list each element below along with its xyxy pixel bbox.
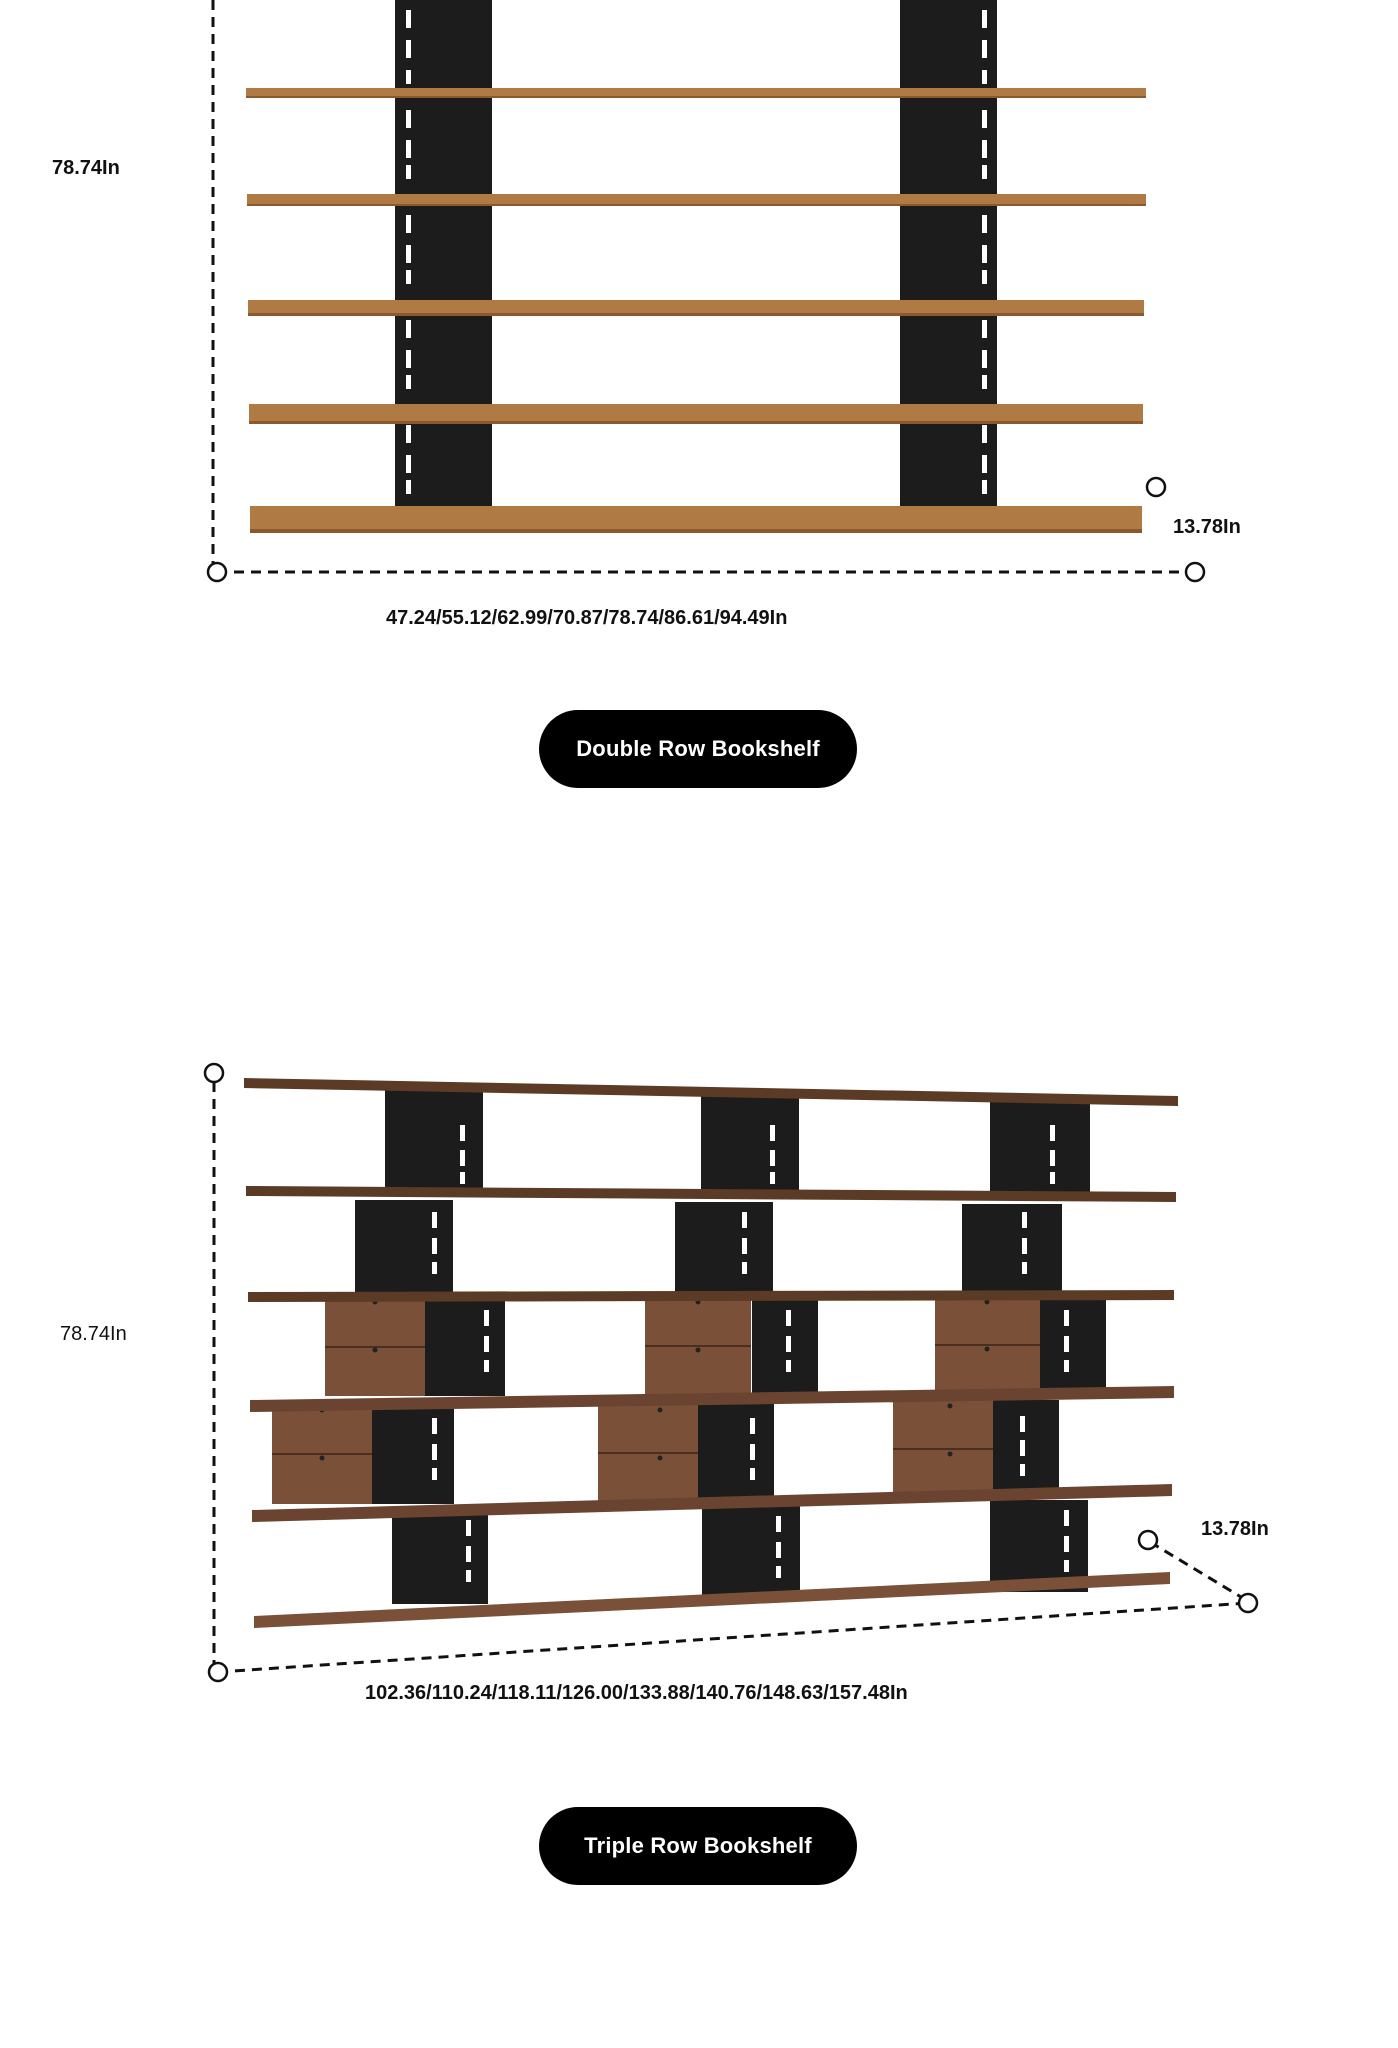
depth-marker [1147, 478, 1165, 496]
depth-label: 13.78In [1173, 516, 1241, 538]
dimension-endpoint [205, 1064, 223, 1082]
dimension-endpoint [208, 563, 226, 581]
double-row-illustration [0, 0, 1398, 800]
double-row-bookshelf-button[interactable]: Double Row Bookshelf [539, 710, 857, 788]
dimension-endpoint [1239, 1594, 1257, 1612]
oak-shelves [246, 88, 1146, 533]
height-label: 78.74In [60, 1323, 127, 1345]
steel-upright-left [395, 0, 492, 520]
depth-dimension-line [1150, 1542, 1246, 1600]
triple-row-illustration [0, 1000, 1398, 2048]
double-row-section [0, 0, 1398, 800]
triple-row-section [0, 1000, 1398, 2048]
triple-row-bookshelf-button[interactable]: Triple Row Bookshelf [539, 1807, 857, 1885]
width-label: 47.24/55.12/62.99/70.87/78.74/86.61/94.49In [386, 607, 788, 629]
height-label: 78.74In [52, 157, 120, 179]
depth-label: 13.78In [1201, 1518, 1269, 1540]
depth-marker [1139, 1531, 1157, 1549]
width-label: 102.36/110.24/118.11/126.00/133.88/140.76/148.63/157.48In [365, 1682, 908, 1704]
dimension-endpoint [209, 1663, 227, 1681]
steel-upright-right [900, 0, 997, 520]
dimension-endpoint [1186, 563, 1204, 581]
